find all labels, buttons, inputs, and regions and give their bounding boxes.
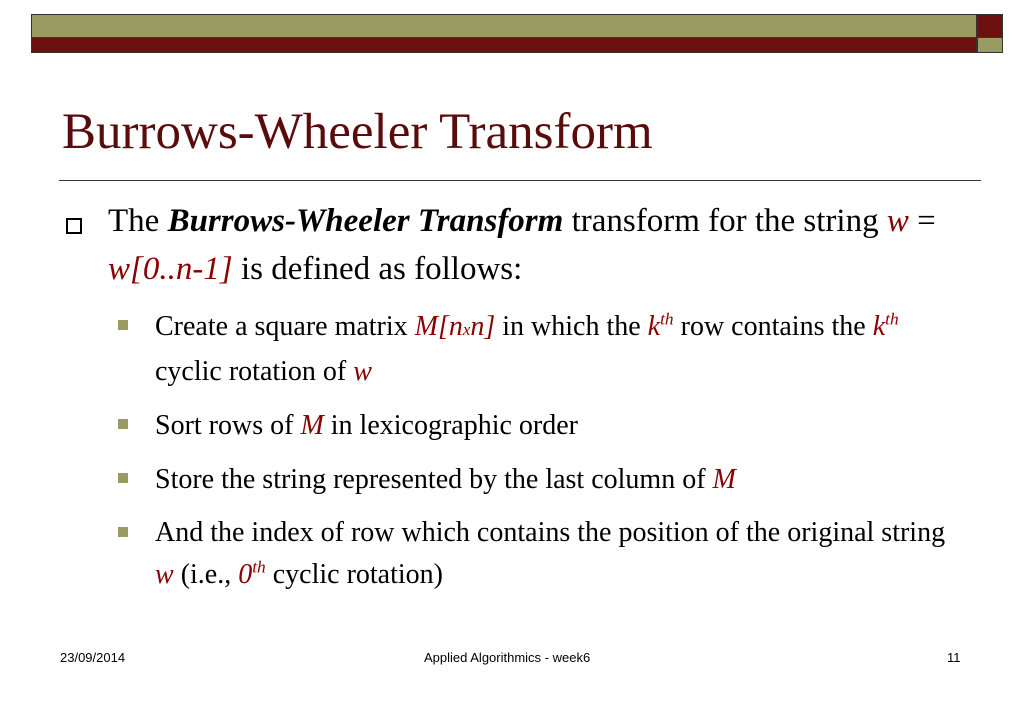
header-bar-olive [31,14,977,38]
header-square-red [977,14,1003,38]
text-fragment: n] [470,311,496,342]
superscript: th [885,309,899,329]
sub-bullet-2 [155,405,955,447]
header-bar-red [31,37,977,53]
text-fragment: Sort rows of [155,410,301,441]
footer-course: Applied Algorithmics - week6 [424,650,591,665]
text-fragment: Create a square matrix [155,311,415,342]
title-divider [59,180,981,181]
variable-zero: 0 [238,559,253,590]
filled-square-bullet-icon [118,527,128,537]
text-fragment: x [462,320,471,339]
text-fragment: The [108,203,168,239]
variable-m: M [712,464,736,495]
text-fragment: cyclic rotation of [155,356,354,387]
text-fragment: in which the [495,311,648,342]
variable-w-range: w[0..n-1] [108,251,233,287]
text-fragment: transform for the string [563,203,887,239]
text-fragment: is defined as follows: [232,251,523,287]
superscript: th [660,309,674,329]
variable-k: k [647,311,661,342]
text-fragment: row contains the [673,311,873,342]
text-fragment: in lexicographic order [323,410,579,441]
filled-square-bullet-icon [118,419,128,429]
text-fragment: = [908,203,936,239]
text-fragment: (i.e., [173,559,239,590]
sub-bullet-4 [155,512,955,596]
variable-w: w [155,559,174,590]
variable-w: w [886,203,909,239]
header-square-olive [977,37,1003,53]
text-fragment: And the index of row which contains the position of the original string [155,517,946,548]
bold-term: Burrows-Wheeler Transform [167,203,564,239]
filled-square-bullet-icon [118,320,128,330]
variable-k: k [872,311,886,342]
filled-square-bullet-icon [118,473,128,483]
text-fragment: Store the string represented by the last column of [155,464,713,495]
variable-m: M [300,410,324,441]
matrix-expression [415,311,496,342]
text-fragment: M[n [414,311,463,342]
slide-title: Burrows-Wheeler Transform [62,104,653,160]
sub-bullet-1 [155,306,955,393]
footer-date: 23/09/2014 [60,650,126,665]
sub-bullet-3 [155,459,955,501]
main-bullet-text [108,197,968,293]
superscript: th [252,557,266,577]
text-fragment: cyclic rotation) [265,559,443,590]
variable-w: w [353,356,372,387]
footer-page-number: 11 [947,650,961,665]
hollow-square-bullet-icon [66,218,82,234]
